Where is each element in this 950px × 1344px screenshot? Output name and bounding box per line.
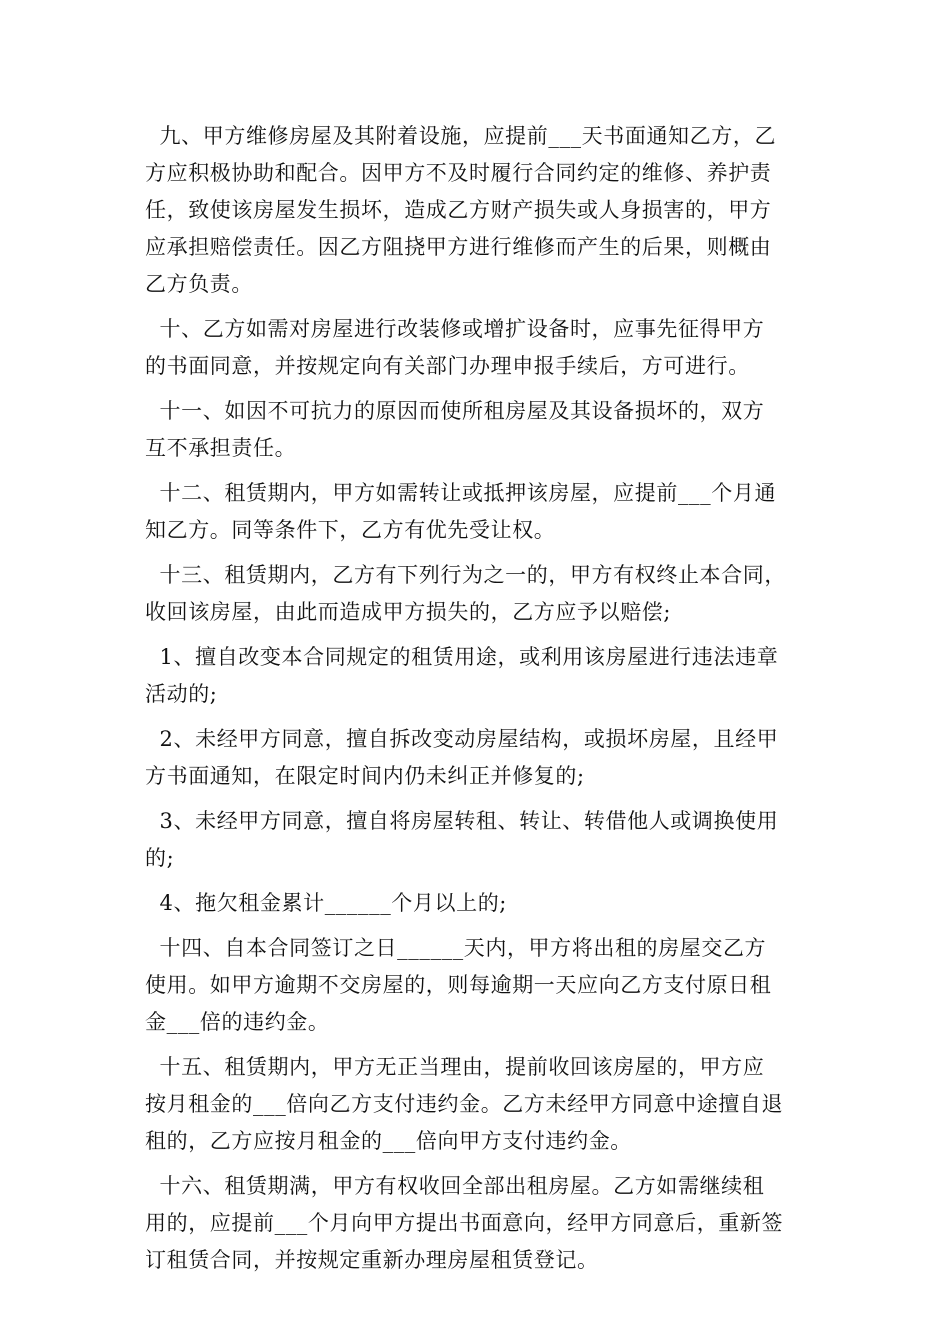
paragraph-clause-14 — [145, 930, 807, 1041]
text-line: 方书面通知，在限定时间内仍未纠正并修复的; — [145, 764, 585, 788]
paragraph-clause-9 — [145, 118, 807, 303]
text-line: 3、未经甲方同意，擅自将房屋转租、转让、转借他人或调换使用 — [145, 809, 779, 833]
paragraph-clause-13-item-3 — [145, 803, 807, 877]
text-line: 乙方负责。 — [145, 272, 253, 296]
text-line: 十二、租赁期内，甲方如需转让或抵押该房屋，应提前___个月通 — [145, 481, 777, 505]
text-line: 2、未经甲方同意，擅自拆改变动房屋结构，或损坏房屋，且经甲 — [145, 727, 779, 751]
text-line: 十四、自本合同签订之日______天内，甲方将出租的房屋交乙方 — [145, 936, 767, 960]
text-line: 方应积极协助和配合。因甲方不及时履行合同约定的维修、养护责 — [145, 161, 772, 185]
text-line: 十五、租赁期内，甲方无正当理由，提前收回该房屋的，甲方应 — [145, 1055, 765, 1079]
paragraph-clause-15 — [145, 1049, 807, 1160]
text-line: 按月租金的___倍向乙方支付违约金。乙方未经甲方同意中途擅自退 — [145, 1092, 784, 1116]
text-line: 的; — [145, 846, 175, 870]
text-line: 订租赁合同，并按规定重新办理房屋租赁登记。 — [145, 1248, 599, 1272]
text-line: 知乙方。同等条件下，乙方有优先受让权。 — [145, 518, 556, 542]
paragraph-clause-13-item-1 — [145, 639, 807, 713]
text-line: 十一、如因不可抗力的原因而使所租房屋及其设备损坏的，双方 — [145, 399, 765, 423]
document-body — [145, 118, 807, 1287]
text-line: 活动的; — [145, 682, 218, 706]
paragraph-clause-12 — [145, 475, 807, 549]
text-line: 4、拖欠租金累计______个月以上的; — [145, 891, 507, 915]
text-line: 互不承担责任。 — [145, 436, 297, 460]
paragraph-clause-10 — [145, 311, 807, 385]
paragraph-clause-13-item-4 — [145, 885, 807, 922]
paragraph-clause-16 — [145, 1168, 807, 1279]
paragraph-clause-13-item-2 — [145, 721, 807, 795]
text-line: 1、擅自改变本合同规定的租赁用途，或利用该房屋进行违法违章 — [145, 645, 779, 669]
paragraph-clause-13 — [145, 557, 807, 631]
text-line: 金___倍的违约金。 — [145, 1010, 330, 1034]
paragraph-clause-11 — [145, 393, 807, 467]
text-line: 应承担赔偿责任。因乙方阻挠甲方进行维修而产生的后果，则概由 — [145, 235, 772, 259]
text-line: 十三、租赁期内，乙方有下列行为之一的，甲方有权终止本合同， — [145, 563, 786, 587]
text-line: 十、乙方如需对房屋进行改装修或增扩设备时，应事先征得甲方 — [145, 317, 765, 341]
text-line: 使用。如甲方逾期不交房屋的，则每逾期一天应向乙方支付原日租 — [145, 973, 772, 997]
text-line: 租的，乙方应按月租金的___倍向甲方支付违约金。 — [145, 1129, 632, 1153]
text-line: 任，致使该房屋发生损坏，造成乙方财产损失或人身损害的，甲方 — [145, 198, 772, 222]
text-line: 九、甲方维修房屋及其附着设施，应提前___天书面通知乙方，乙 — [145, 124, 777, 148]
text-line: 十六、租赁期满，甲方有权收回全部出租房屋。乙方如需继续租 — [145, 1174, 765, 1198]
text-line: 收回该房屋，由此而造成甲方损失的，乙方应予以赔偿; — [145, 600, 672, 624]
text-line: 的书面同意，并按规定向有关部门办理申报手续后，方可进行。 — [145, 354, 750, 378]
text-line: 用的，应提前___个月向甲方提出书面意向，经甲方同意后，重新签 — [145, 1211, 784, 1235]
